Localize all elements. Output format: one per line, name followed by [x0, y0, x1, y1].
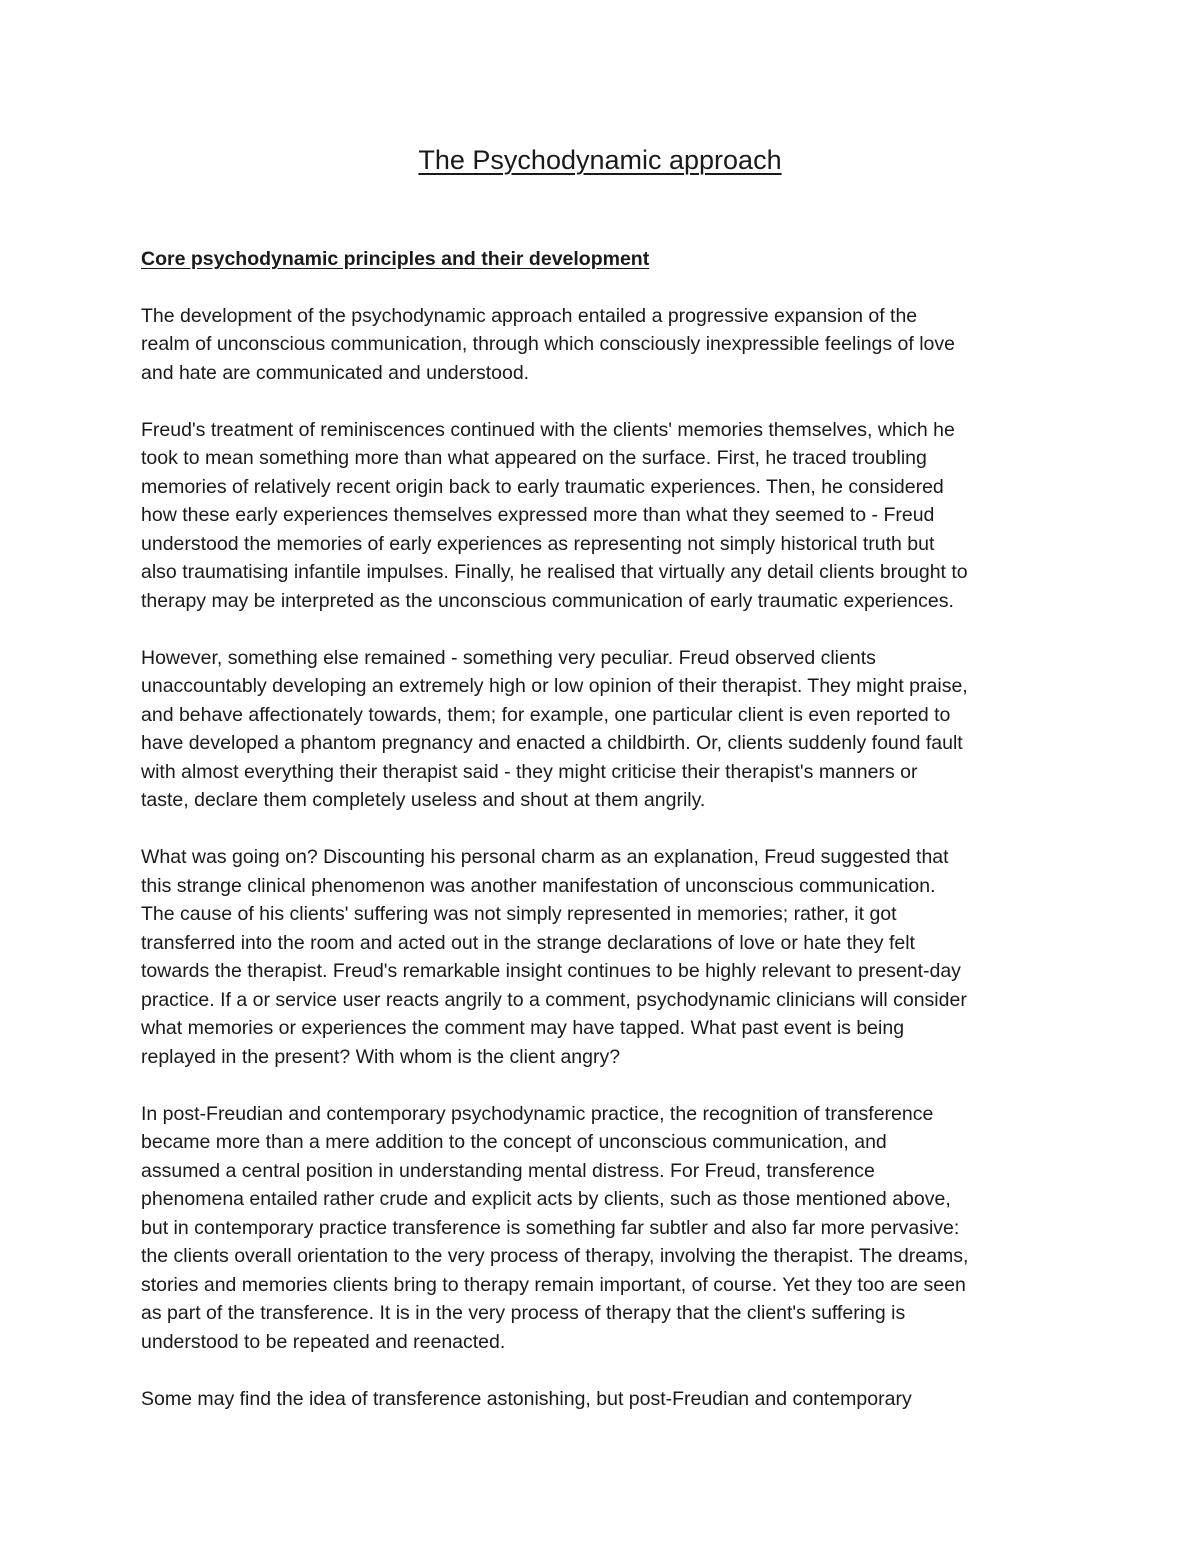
document-body [141, 245, 1076, 1442]
document-title: The Psychodynamic approach [418, 145, 782, 175]
paragraph-3: However, something else remained - something very peculiar. Freud observed clients unaccountably developing an extremely high or low opinion of their therapist. They might praise, and behave affectionately towards, them; for example, one particular client is even reported to have developed a phantom pregnancy and enacted a childbirth. Or, clients suddenly found fault with almost everything their therapist said - they might criticise their therapist's manners or taste, declare them completely useless and shout at them angrily. [141, 646, 968, 811]
paragraph-6: Some may find the idea of transference astonishing, but post-Freudian and contemporary [141, 1387, 912, 1410]
paragraph-5: In post-Freudian and contemporary psychodynamic practice, the recognition of transference became more than a mere addition to the concept of unconscious communication, and assumed a central position in understanding mental distress. For Freud, transference phenomena entailed rather crude and explicit acts by clients, such as those mentioned above, but in contemporary practice transference is something far subtler and also far more pervasive: the clients overall orientation to the very process of therapy, involving the therapist. The dreams, stories and memories clients bring to therapy remain important, of course. Yet they too are seen as part of the transference. It is in the very process of therapy that the client's suffering is understood to be repeated and reenacted. [141, 1102, 969, 1353]
paragraph-4: What was going on? Discounting his personal charm as an explanation, Freud suggested that this strange clinical phenomenon was another manifestation of unconscious communication. The cause of his clients' suffering was not simply represented in memories; rather, it got transferred into the room and acted out in the strange declarations of love or hate they felt towards the therapist. Freud's remarkable insight continues to be highly relevant to present-day practice. If a or service user reacts angrily to a comment, psychodynamic clinicians will consider what memories or experiences the comment may have tapped. What past event is being replayed in the present? With whom is the client angry? [141, 846, 967, 1068]
paragraph-2: Freud's treatment of reminiscences continued with the clients' memories themselves, which he took to mean something more than what appeared on the surface. First, he traced troubling memories of relatively recent origin back to early traumatic experiences. Then, he considered how these early experiences themselves expressed more than what they seemed to - Freud understood the memories of early experiences as representing not simply historical truth but also traumatising infantile impulses. Finally, he realised that virtually any detail clients brought to therapy may be interpreted as the unconscious communication of early traumatic experiences. [141, 418, 968, 612]
section-heading: Core psychodynamic principles and their development [141, 248, 650, 270]
paragraph-1: The development of the psychodynamic approach entailed a progressive expansion of the realm of unconscious communication, through which consciously inexpressible feelings of love and hate are communicated and understood. [141, 304, 956, 384]
